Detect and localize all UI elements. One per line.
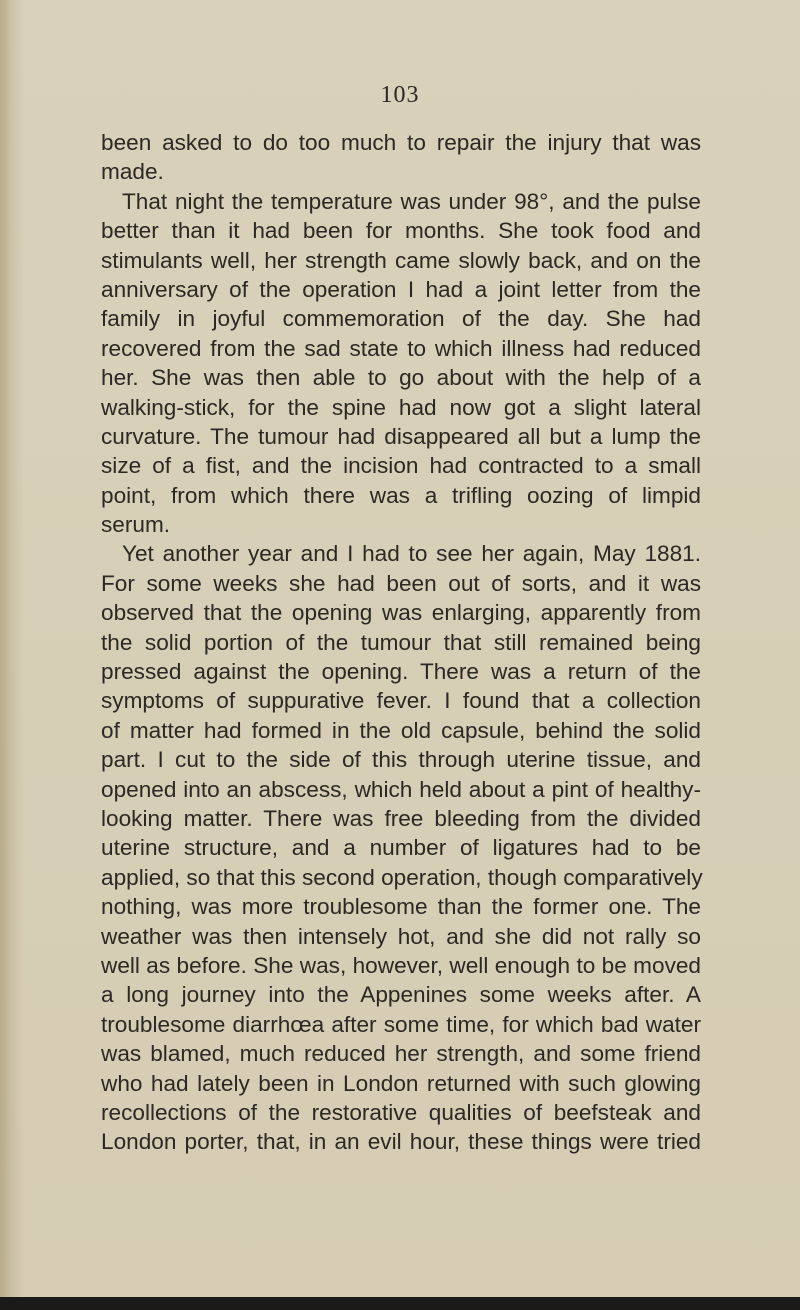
text-line: For some weeks she had been out of sorts, and it was <box>101 570 701 596</box>
text-line: recovered from the sad state to which illness had reduced <box>101 335 701 361</box>
text-line: anniversary of the operation I had a joint letter from the <box>101 276 701 302</box>
text-line: stimulants well, her strength came slowly back, and on the <box>101 247 701 273</box>
text-line: part. I cut to the side of this through uterine tissue, and <box>101 747 701 773</box>
page-gutter-shadow <box>0 0 10 1310</box>
text-line: looking matter. There was free bleeding from the divided <box>101 805 701 831</box>
text-line: size of a fist, and the incision had contracted to a small <box>101 453 701 479</box>
text-line: serum. <box>101 512 171 538</box>
text-line: walking-stick, for the spine had now got a slight lateral <box>101 394 701 420</box>
text-line: opened into an abscess, which held about a pint of healthy- <box>101 776 701 802</box>
text-line: point, from which there was a trifling oozing of limpid <box>101 482 701 508</box>
text-line: troublesome diarrhœa after some time, for which bad water <box>101 1011 701 1037</box>
text-line: weather was then intensely hot, and she did not rally so <box>101 923 701 949</box>
text-line: recollections of the restorative qualities of beefsteak and <box>101 1099 701 1125</box>
text-line: curvature. The tumour had disappeared all but a lump the <box>101 423 701 449</box>
page-number: 103 <box>380 82 420 108</box>
text-line: London porter, that, in an evil hour, these things were tried <box>101 1129 701 1155</box>
text-line: symptoms of suppurative fever. I found that a collection <box>101 688 701 714</box>
text-line: family in joyful commemoration of the day. She had <box>101 306 701 332</box>
text-line: the solid portion of the tumour that still remained being <box>101 629 701 655</box>
text-line: That night the temperature was under 98°, and the pulse <box>122 188 701 214</box>
body-text <box>101 128 701 1157</box>
text-line: nothing, was more troublesome than the former one. The <box>101 894 701 920</box>
text-line: was blamed, much reduced her strength, and some friend <box>101 1041 701 1067</box>
text-line: pressed against the opening. There was a return of the <box>101 659 701 685</box>
text-line: Yet another year and I had to see her again, May 1881. <box>122 541 701 567</box>
page-bottom-edge <box>0 1297 800 1310</box>
text-line: been asked to do too much to repair the injury that was <box>101 130 701 155</box>
text-line: who had lately been in London returned with such glowing <box>101 1070 701 1096</box>
text-line: applied, so that this second operation, though comparatively <box>101 864 703 890</box>
text-line: of matter had formed in the old capsule, behind the solid <box>101 717 701 743</box>
text-line: made. <box>101 159 164 185</box>
text-line: a long journey into the Appenines some weeks after. A <box>101 982 701 1008</box>
text-line: well as before. She was, however, well enough to be moved <box>101 952 701 978</box>
text-line: uterine structure, and a number of ligatures had to be <box>101 835 701 861</box>
text-line: observed that the opening was enlarging, apparently from <box>101 600 701 626</box>
text-line: her. She was then able to go about with the help of a <box>101 365 701 391</box>
text-line: better than it had been for months. She took food and <box>101 218 701 244</box>
